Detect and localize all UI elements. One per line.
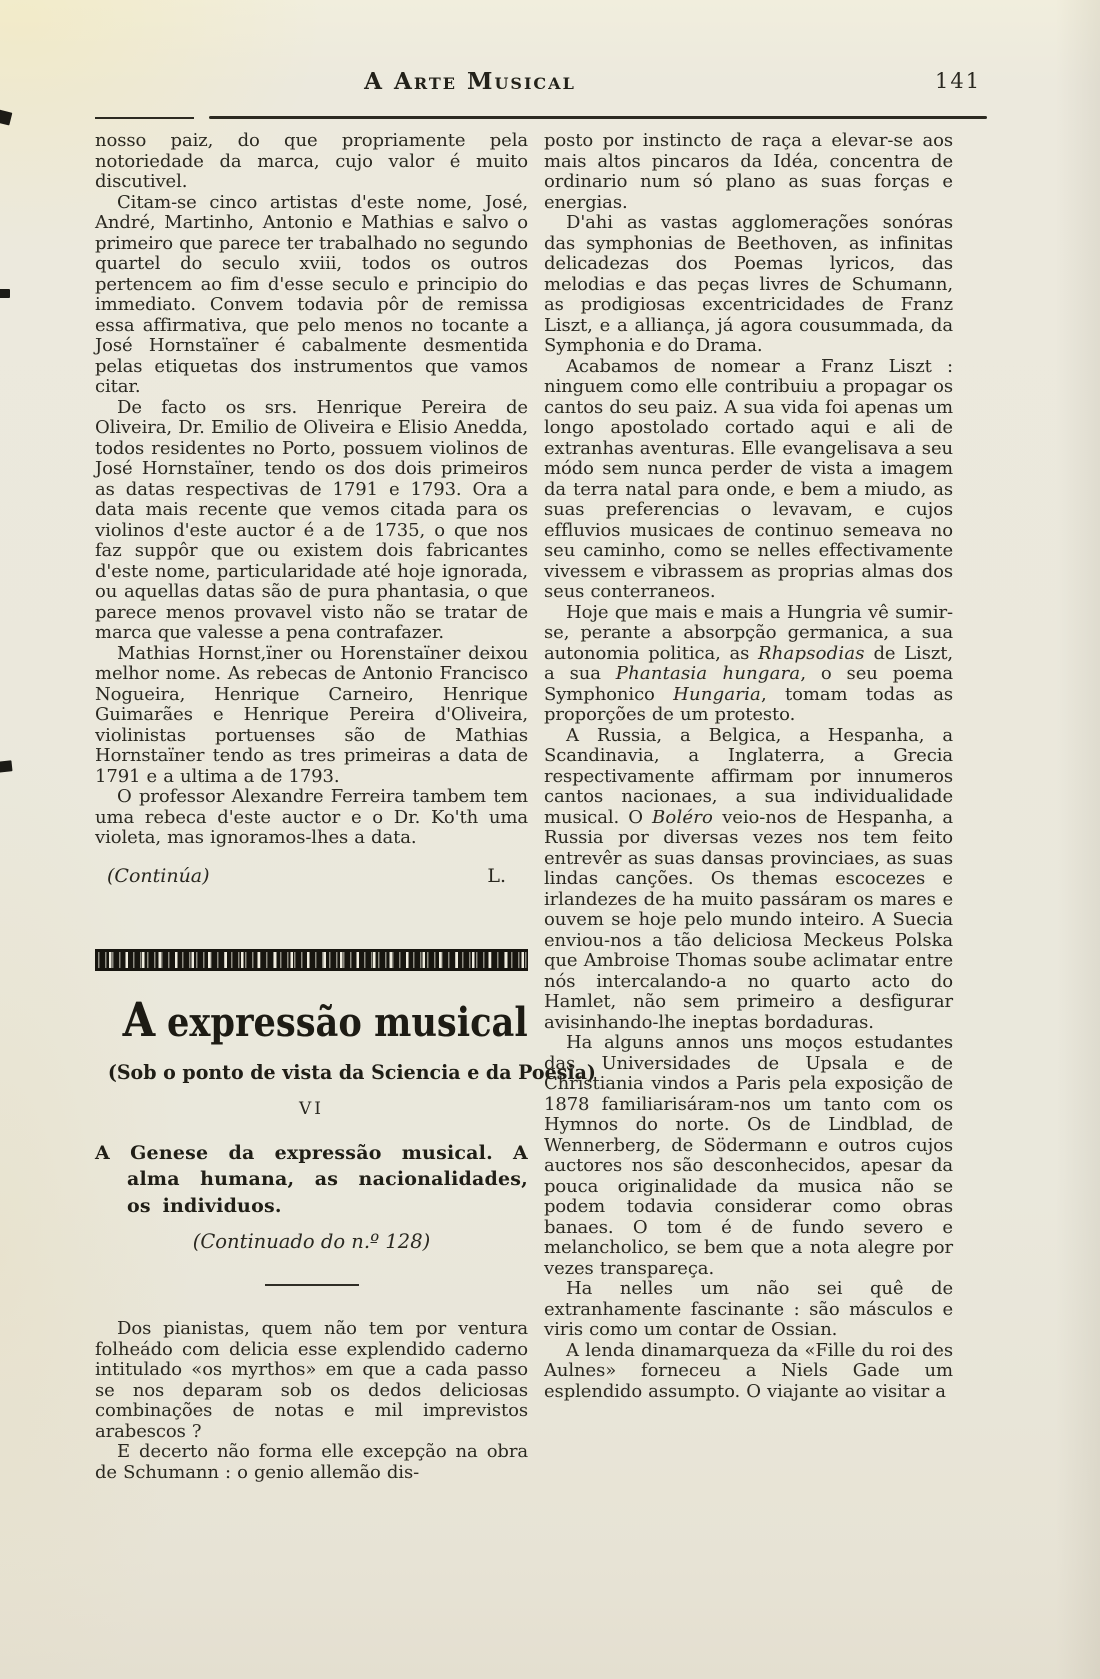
publication-title: A Arte Musical xyxy=(364,68,576,95)
paragraph: A lenda dinamarqueza da «Fille du roi des Aulnes» forneceu a Niels Gade um esplendido assumpto. O viajante ao visitar a xyxy=(544,1339,953,1402)
paragraph: Acabamos de nomear a Franz Liszt : ninguem como elle contribuiu a propagar os cantos do seu paiz. A sua vida foi apenas um longo apostolado cortado aqui e ali de extranhas aventuras. Elle evangelisava a seu módo sem nunca perder de vista a imagem da terra natal para onde, e bem a miudo, as suas preferencias o levavam, e cujos effluvios musicaes de continuo semeava no seu caminho, como se nelles effectivamente vivessem e vibrassem as proprias almas dos seus conterraneos. xyxy=(544,355,953,602)
page-number: 141 xyxy=(935,69,982,93)
header-rule xyxy=(209,116,987,119)
paragraph: Ha nelles um não sei quê de extranhamente fascinante : são másculos e viris como um contar de Ossian. xyxy=(544,1278,953,1340)
article-subtitle: (Sob o ponto de vista da Sciencia e da Poesia) xyxy=(107,1059,596,1084)
scan-artifact xyxy=(0,109,12,125)
paragraph: posto por instincto de raça a elevar-se aos mais altos pincaros da Idéa, concentra de ordinario num só plano as suas forças e energias. xyxy=(544,130,953,213)
paragraph: O professor Alexandre Ferreira tambem tem uma rebeca d'este auctor e o Dr. Ko'th uma violeta, mas ignoramos-lhes a data. xyxy=(95,786,528,848)
paragraph: De facto os srs. Henrique Pereira de Oliveira, Dr. Emilio de Oliveira e Elisio Anedda, todos residentes no Porto, possuem violinos de José Hornstaïner, tendo os dos dois primeiros as datas respectivas de 1791 e 1793. Ora a data mais recente que vemos citada para os violinos d'este auctor é a de 1735, o que nos faz suppôr que ou existem dois fabricantes d'este nome, particularidade até hoje ignorada, ou aquellas datas são de pura phantasia, o que parece menos provavel visto não se tratar de marca que valesse a pena contrafazer. xyxy=(95,396,528,643)
paragraph: Citam-se cinco artistas d'este nome, José, André, Martinho, Antonio e Mathias e salvo o primeiro que parece ter trabalhado no segundo quartel do seculo xviii, todos os outros pertencem ao fim d'esse seculo e principio do immediato. Convem todavia pôr de remissa essa affirmativa, que pelo menos no tocante a José Hornstaïner é cabalmente desmentida pelas etiquetas dos instrumentos que vamos citar. xyxy=(95,191,528,397)
ornament-divider xyxy=(95,949,528,971)
scan-artifact xyxy=(0,289,10,298)
right-column xyxy=(544,131,953,1483)
to-be-continued-note: (Continúa) xyxy=(107,864,210,887)
text-columns xyxy=(95,131,953,1483)
section-number: VI xyxy=(299,1098,324,1119)
paragraph: A Russia, a Belgica, a Hespanha, a Scandinavia, a Inglaterra, a Grecia respectivamente affirmam por innumeros cantos nacionaes, a sua individualidade musical. O Boléro veio-nos de Hespanha, a Russia por diversas vezes nos tem feito entrevêr as suas dansas provinciaes, as suas lindas canções. Os themas escocezes e irlandezes de ha muito passáram os mares e ouvem se hoje pelo mundo inteiro. A Suecia enviou-nos a tão deliciosa Meckeus Polska que Ambroise Thomas soube aclimatar entre nós intercalando-a no quarto acto do Hamlet, não sem primeiro a desfigurar avisinhando-lhe ineptas bordaduras. xyxy=(544,724,954,1033)
paragraph: Ha alguns annos uns moços estudantes das Universidades de Upsala e de Christiania vindos a Paris pela exposição de 1878 familiarisáram-nos um tanto com os Hymnos do norte. Os de Lindblad, de Wennerberg, de Södermann e outros cujos auctores nos são desconhecidos, apesar da pouca originalidade da musica não se podem todavia considerar como obras banaes. O tom é de fundo severo e melancholico, se bem que a nota alegre por vezes transpareça. xyxy=(544,1032,953,1279)
left-column-paragraphs xyxy=(95,131,528,849)
paragraph: Mathias Hornst,ïner ou Horenstaïner deixou melhor nome. As rebecas de Antonio Francisco Nogueira, Henrique Carneiro, Henrique Guimarães e Henrique Pereira d'Oliveira, violinistas portuenses são de Mathias Hornstaïner tendo as tres primeiras a data de 1791 e a ultima a de 1793. xyxy=(95,642,528,787)
article-paragraphs xyxy=(95,1319,528,1483)
right-column-paragraphs xyxy=(544,131,953,1402)
paragraph: Dos pianistas, quem não tem por ventura folheádo com delicia esse explendido caderno intitulado «os myrthos» em que a cada passo se nos deparam sob os dedos deliciosas combinações de notas e mil imprevistos arabescos ? xyxy=(95,1318,528,1442)
paragraph: Hoje que mais e mais a Hungria vê sumir-se, perante a absorpção germanica, a sua autonomia politica, as Rhapsodias de Liszt, a sua Phantasia hungara, o seu poema Symphonico Hungaria, tomam todas as proporções de um protesto. xyxy=(544,601,953,725)
article-signature xyxy=(95,865,528,887)
author-initial: L. xyxy=(487,864,506,887)
article-title xyxy=(95,993,528,1048)
continuation-note: (Continuado do n.º 128) xyxy=(192,1230,431,1254)
ornate-initial: A xyxy=(122,992,155,1048)
paragraph: E decerto não forma elle excepção na obra de Schumann : o genio allemão dis- xyxy=(95,1441,528,1483)
article-heading: A Genese da expressão musical. A alma humana, as nacionalidades, os individuos. xyxy=(95,1141,528,1217)
section-rule xyxy=(265,1284,359,1286)
header-rule-left xyxy=(95,117,194,119)
scan-artifact xyxy=(0,760,13,773)
paragraph: nosso paiz, do que propriamente pela notoriedade da marca, cujo valor é muito discutivel. xyxy=(95,130,528,192)
left-column xyxy=(95,130,596,1483)
article-title-text: expressão musical xyxy=(154,998,528,1046)
paragraph: D'ahi as vastas agglomerações sonóras das symphonias de Beethoven, as infinitas delicadezas dos Poemas lyricos, das melodias e das peças livres de Schumann, as prodigiosas excentricidades de Franz Liszt, e a alliança, já agora cousummada, da Symphonia e do Drama. xyxy=(544,212,953,356)
